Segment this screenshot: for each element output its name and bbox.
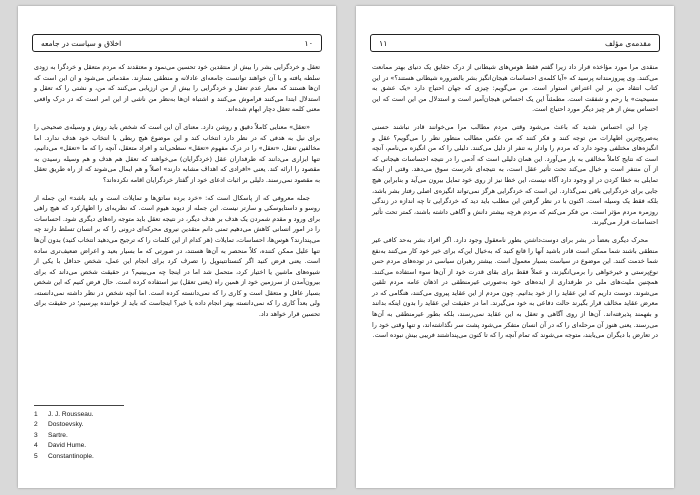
paragraph: تعقل و خردگرایی بشر را بیش از منتقدین خود تحسین می‌نمود و معتقدند که مردم متعقل و خردگرا به‌ زودی سلطه یافته و با آن خواهند توانست جامعه‌ای عادلانه و منطقی بسازند. مقدماتی می‌شود و ان این است که ان‌ها هستند که معیار عدم تعقل و خردگرایی را بیش از من ارزیابی می‌کنند که من، و نشتی را که تعقل و استدلال ابتدا می‌کنند فراموش می‌کنند و اشتباه ان‌ها به‌نظر من ناشی از این امر است که در درک واقعی معنی کلمه تعقل دچار ابهام شده‌اند. — [34, 63, 320, 114]
running-title: اخلاق و سیاست در جامعه — [41, 38, 122, 48]
footnote — [34, 420, 94, 430]
page-header — [32, 34, 322, 52]
footnote-number: 1 — [34, 411, 38, 418]
paragraph: محرک دیگری بعضاً در بشر برای دوست‌داشتن بطور نامعقول وجود دارد. اگر افراد بشر به‌حد کافی غیر منطقی باشند شما ممکن است قادر باشید آنها را قانع کنید که به‌خیال این‌که برای خیر خود کار می‌کنند به‌نفع شما خدمت کنند. این موضوع در سیاست بسیار معمول است. بیشتر رهبران سیاسی در توده‌های مردم حس نوع‌پرستی و خیرخواهی را برمی‌انگیزند، و عملاً فقط برای بقای قدرت خود از آن‌ها سوء استفاده می‌کنند. همچنین ملیت‌های ملی در طرفداری از ایده‌های خود به‌صورتی غیرمنطقی در اذهان عامه مردم تلقین می‌شوند. دوست داریم که این عقاید را از خود بدانیم. چون مردم از این عقاید پیروی می‌کنند، هنگامی که در معرض عقاید مخالف قرار بگیرند حالت دفاعی به خود می‌گیرند. اما در حقیقت این عقاید را بدون اینکه بدانند و بفهمند پذیرفته‌اند. آن‌ها از روی آگاهی و تعقل به این عقاید نمی‌رسند، بلکه بطور غیرمنطقی به آن‌ها می‌رسند. یعنی هنوز آن مرحله‌ای را که در آن انسان متفکر می‌شود پشت سر نگذاشته‌اند، و تنها وقتی خود را در تعارض با دیگران می‌یابند، متوجه می‌شوند که تمام آنچه را که تا کنون می‌پنداشتند فریبی بیش نبوده است. — [372, 235, 658, 340]
page-header — [370, 34, 660, 52]
footnote-text: Constantinople. — [48, 452, 94, 460]
footnote — [34, 441, 94, 451]
left-page — [18, 6, 336, 488]
footnote-text: David Hume. — [48, 442, 87, 450]
footnote — [34, 410, 94, 420]
footnote-number: 4 — [34, 442, 38, 450]
right-page — [356, 6, 674, 488]
page-body — [34, 62, 320, 324]
paragraph: منقدی مرا مورد مؤاخذه قرار داد زیرا گفتم فقط هوس‌های شیطانی از درک حقایق یک دنیای بهتر ممانعت می‌کنند. وی پیروزمندانه پرسید که «آیا کلمه‌ی احساسات هیجان‌انگیز بشر بالضروره شیطانی هستند؟» در این کتاب انتقاد من بر این اعتراض استوار است. من می‌گویم: چیزی که جهان احتیاج دارد «یک عشق به مسیحیت» یا رحم و شفقت است. مطمئناً این یک احساس هیجان‌آمیز است و استدلال من این است که این احساس بیش از هر چیز دیگر مورد احتیاج است. — [372, 63, 658, 114]
paragraph: چرا این احساس شدید که باعث می‌شود وقتی مردم مطالب مرا می‌خوانند قادر نباشند حسنی به‌صریح‌ترین اظهارات من توجه کنند و فکر کنند که من عکس مطالب منظور نظر را می‌گویم؟ عقل و انگیزه‌های مختلفی وجود دارد که مردم را وادار به تنفر از دلیل می‌کنند. دلیلی را که من انگیزه می‌نامم، آنچه است که نتایج کاملاً مخالفی به بار می‌آورد. این همان دلیلی است که آدمی را در نتیجه احساسات هیجانی که از آن متنفر است و خیال می‌کند تحت تأثیر عقل است، به نتیجه‌ای نادرست سوق می‌دهد. وقتی از اینکه تمایلی به خطا کردن در او وجود دارد آگاه نیست، این خطا نیز از روی خود تمایل بیرون می‌آید و بنابراین هیچ جایی برای خردگرایی باقی نمی‌گذارد. این است که خردگرایی هرگز نمی‌تواند انگیزه‌ی اصلی رفتار بشر باشد، بلکه فقط یک وسیله است. اکنون با در نظر گرفتن این مطلب باید دید که خردگرایی تا چه اندازه در زندگی روزمره مردم مؤثر است. من فکر می‌کنم که مردم هرچه بیشتر دانش و آگاهی داشته باشند، کمتر تحت تأثیر احساسات قرار می‌گیرند. — [372, 122, 658, 227]
footnote-number: 2 — [34, 421, 38, 429]
paragraph: جمله معروفی که از پاسکال است که: «خرد برده ساتق‌ها و تمایلات است و باید باشد» این جمله از روسو و داستایوسکی و سارتر نیست. این جمله از دیوید هیوم است. که نظریه‌ای را اظهارکرد که هیچ راهی برای ورود و مقدم شمردن یک هدف بر هدف دیگر، در نتیجه تعقل باید متوجه راه‌های دیگری شود. احساسات را در امور انسانی کاهش می‌دهیم تمنی دانم متقدین نیروی محرکه‌ای درونی را که بر انسان تسلط دارند چه می‌پندارند؟ هوس‌ها، احساسات، تمایلات (هر کدام از این کلمات را که ترجیح می‌دهید انتخاب کنید) بدون آن‌ها تنها علیل ممکن کننده، کلاً منحصر به آن‌ها هستند، در صورتی که ما بسیار بعید و اعراض ضعیف‌تری ساده است. یعنی فرض کنید اگر کنستانتینوپل را تصرف کرد برای انجام این عمل، شخص حداقل با یکی از شیوه‌های ماشین یا اختیار کرد، متحمل شد اما در اینجا چه می‌بینیم؟ در حقیقت شخص می‌داند که برای بیرون‌آمدن از سرزمین خود از همین راه (یعنی تعقل) نیز استفاده کرده است. حال فرض کنیم که این شخص بسیار عاقل و متعقل است و کاری را که نمی‌دانسته کرده است. اما آنچه شخص در نظر داشته نمی‌دانسته، ولی بعداً کاری را که نمی‌دانسته بهتر انجام داده یا خیر؟ اینجاست که باید از خواننده بپرسیم؛ در حقیقت برای تحسین قرار خواهد داد. — [34, 193, 320, 319]
footnote-divider — [34, 405, 124, 406]
page-body — [372, 62, 658, 345]
running-title: مقدمه‌ی مؤلف — [605, 38, 651, 48]
footnote-text: Sartre. — [48, 431, 68, 439]
footnote-text: Dostoevsky. — [48, 421, 84, 429]
paragraph: «تعقل» معنایی کاملاً دقیق و روشن دارد. معنای آن این است که شخص باید روش و وسیله‌ی صحیحی را برای نیل به هدفی که در نظر دارد انتخاب کند و این موضوع هیچ ربطی با انتخاب خود هدف ندارد. اما مخالفین تعقل، «تعقل» را در درک مفهوم «تعقل» سطحی‌اند و افراد متعقل، آنچه را که ما «تعقل» می‌دانیم، تنها ابزاری می‌دانند که طرفداران عقل (خردگرایان) می‌خواهند که تعقل هم هدف و هم وسیله رسیدن به مقصود را ارائه کند. یعنی «افرادی که اهداف مشابه دارند» اصلاً و هم ایمال می‌شوند که از راه طریق تعقل به مقصود نمی‌رسند. دلیلی بر اثبات ادعای خود از گفتار خردگرایان اقامه نکرده‌اند؟ — [34, 122, 320, 184]
footnote-number: 3 — [34, 431, 38, 439]
page-number: ۱۰ — [304, 38, 313, 48]
footnotes — [34, 410, 94, 462]
footnote — [34, 431, 94, 441]
footnote-text: J. J. Rousseau. — [48, 411, 94, 418]
footnote — [34, 452, 94, 462]
footnote-number: 5 — [34, 452, 38, 460]
page-number: ۱۱ — [379, 38, 388, 48]
